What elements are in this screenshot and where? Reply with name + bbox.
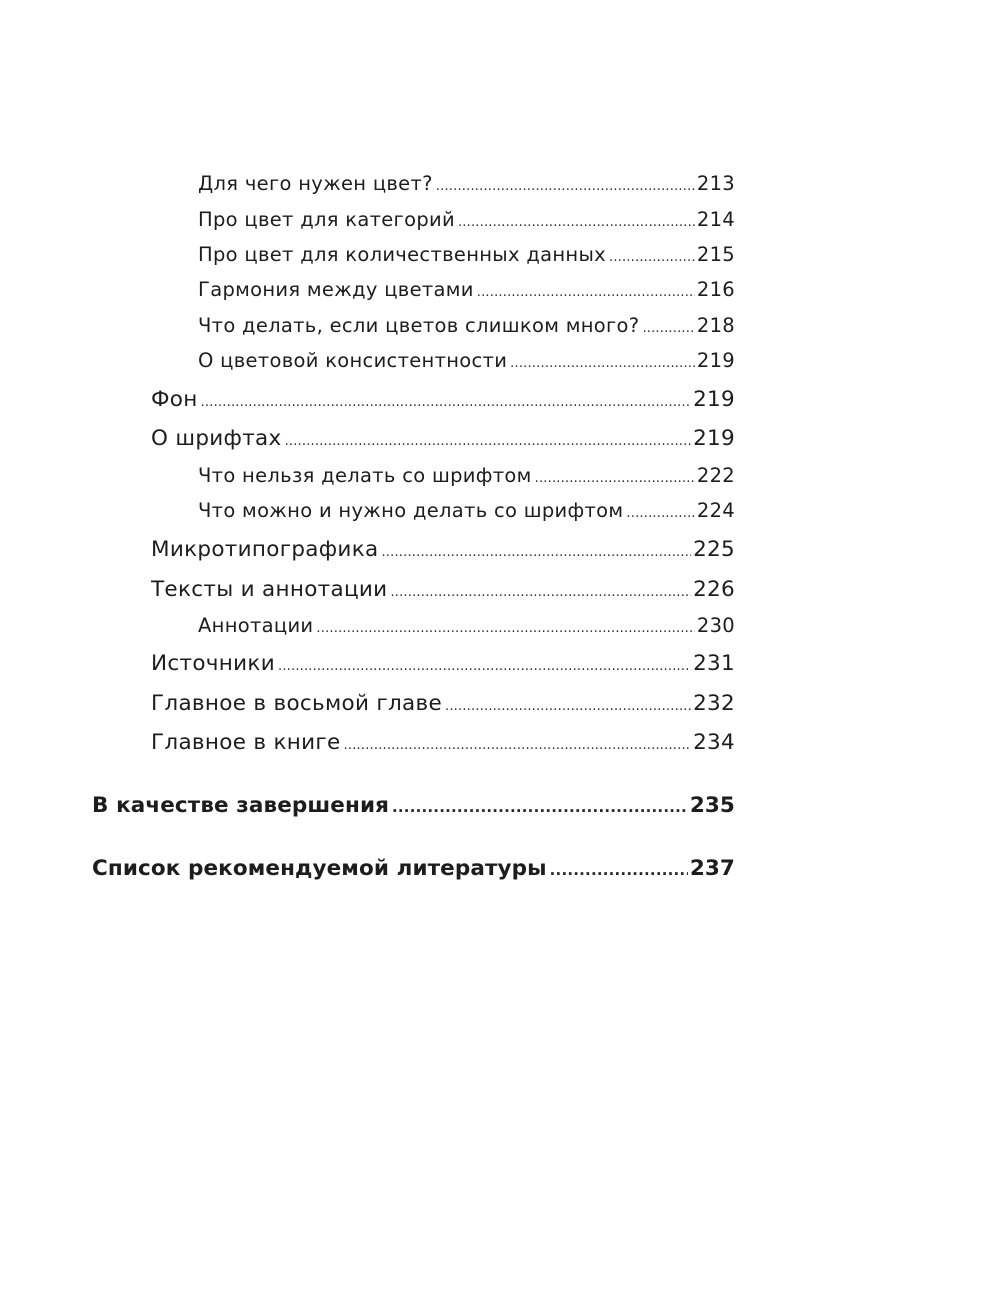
toc-entry-page: 219 bbox=[693, 387, 735, 412]
toc-entry[interactable] bbox=[198, 499, 735, 522]
toc-entry-page: 226 bbox=[693, 577, 735, 602]
toc-entry-title: Список рекомендуемой литературы bbox=[92, 856, 547, 881]
toc-entry-page: 219 bbox=[693, 426, 735, 451]
toc-entry-title: О цветовой консистентности bbox=[198, 349, 508, 372]
toc-entry[interactable] bbox=[151, 577, 735, 602]
toc-entry-title: Главное в книге bbox=[151, 730, 341, 755]
dot-leader bbox=[626, 499, 694, 522]
toc-entry[interactable] bbox=[198, 349, 735, 372]
toc-entry-title: Микротипографика bbox=[151, 537, 379, 562]
toc-entry-page: 230 bbox=[696, 614, 735, 637]
toc-entry[interactable] bbox=[198, 314, 735, 337]
toc-entry-title: Фон bbox=[151, 387, 198, 412]
toc-entry-title: Что делать, если цветов слишком много? bbox=[198, 314, 640, 337]
dot-leader bbox=[535, 464, 695, 487]
dot-leader bbox=[445, 691, 691, 716]
dot-leader bbox=[201, 387, 691, 412]
dot-leader bbox=[510, 349, 695, 372]
toc-entry-title: Что нельзя делать со шрифтом bbox=[198, 464, 532, 487]
toc-entry[interactable] bbox=[151, 537, 735, 562]
toc-entry-title: Для чего нужен цвет? bbox=[198, 172, 433, 195]
toc-entry[interactable] bbox=[198, 614, 735, 637]
toc-entry-title: Источники bbox=[151, 651, 275, 676]
toc-entry-title: Что можно и нужно делать со шрифтом bbox=[198, 499, 624, 522]
toc-entry[interactable] bbox=[198, 464, 735, 487]
toc-entry[interactable] bbox=[198, 172, 735, 195]
toc-entry-title: Аннотации bbox=[198, 614, 314, 637]
toc-entry-title: В качестве завершения bbox=[92, 793, 390, 818]
toc-entry-page: 216 bbox=[696, 278, 735, 301]
dot-leader bbox=[609, 243, 695, 266]
toc-entry[interactable] bbox=[92, 856, 735, 881]
dot-leader bbox=[550, 856, 688, 881]
dot-leader bbox=[278, 651, 691, 676]
toc-entry-page: 218 bbox=[696, 314, 735, 337]
toc-entry-title: Тексты и аннотации bbox=[151, 577, 388, 602]
toc-entry-title: О шрифтах bbox=[151, 426, 282, 451]
dot-leader bbox=[390, 577, 691, 602]
toc-entry[interactable] bbox=[198, 208, 735, 231]
dot-leader bbox=[316, 614, 694, 637]
toc-entry-page: 232 bbox=[693, 691, 735, 716]
toc-entry[interactable] bbox=[151, 730, 735, 755]
toc-entry-title: Про цвет для категорий bbox=[198, 208, 455, 231]
toc-entry[interactable] bbox=[198, 278, 735, 301]
toc-entry[interactable] bbox=[151, 387, 735, 412]
toc-entry-page: 224 bbox=[696, 499, 735, 522]
toc-entry-page: 225 bbox=[693, 537, 735, 562]
toc-entry-title: Главное в восьмой главе bbox=[151, 691, 442, 716]
toc-entry-page: 231 bbox=[693, 651, 735, 676]
toc-entry-page: 215 bbox=[696, 243, 735, 266]
toc-entry-title: Про цвет для количественных данных bbox=[198, 243, 606, 266]
dot-leader bbox=[344, 730, 692, 755]
toc-entry-page: 222 bbox=[696, 464, 735, 487]
toc-entry-page: 237 bbox=[689, 856, 735, 881]
toc-entry[interactable] bbox=[198, 243, 735, 266]
toc-entry-page: 234 bbox=[693, 730, 735, 755]
toc-entry-page: 214 bbox=[696, 208, 735, 231]
dot-leader bbox=[285, 426, 692, 451]
dot-leader bbox=[392, 793, 688, 818]
dot-leader bbox=[477, 278, 695, 301]
toc-entry-page: 235 bbox=[689, 793, 735, 818]
dot-leader bbox=[458, 208, 695, 231]
toc-entry[interactable] bbox=[151, 426, 735, 451]
toc-entry[interactable] bbox=[92, 793, 735, 818]
dot-leader bbox=[642, 314, 694, 337]
toc-entry-title: Гармония между цветами bbox=[198, 278, 474, 301]
dot-leader bbox=[381, 537, 691, 562]
toc-entry-page: 219 bbox=[696, 349, 735, 372]
toc-entry[interactable] bbox=[151, 651, 735, 676]
toc-entry[interactable] bbox=[151, 691, 735, 716]
dot-leader bbox=[436, 172, 695, 195]
toc-entry-page: 213 bbox=[696, 172, 735, 195]
